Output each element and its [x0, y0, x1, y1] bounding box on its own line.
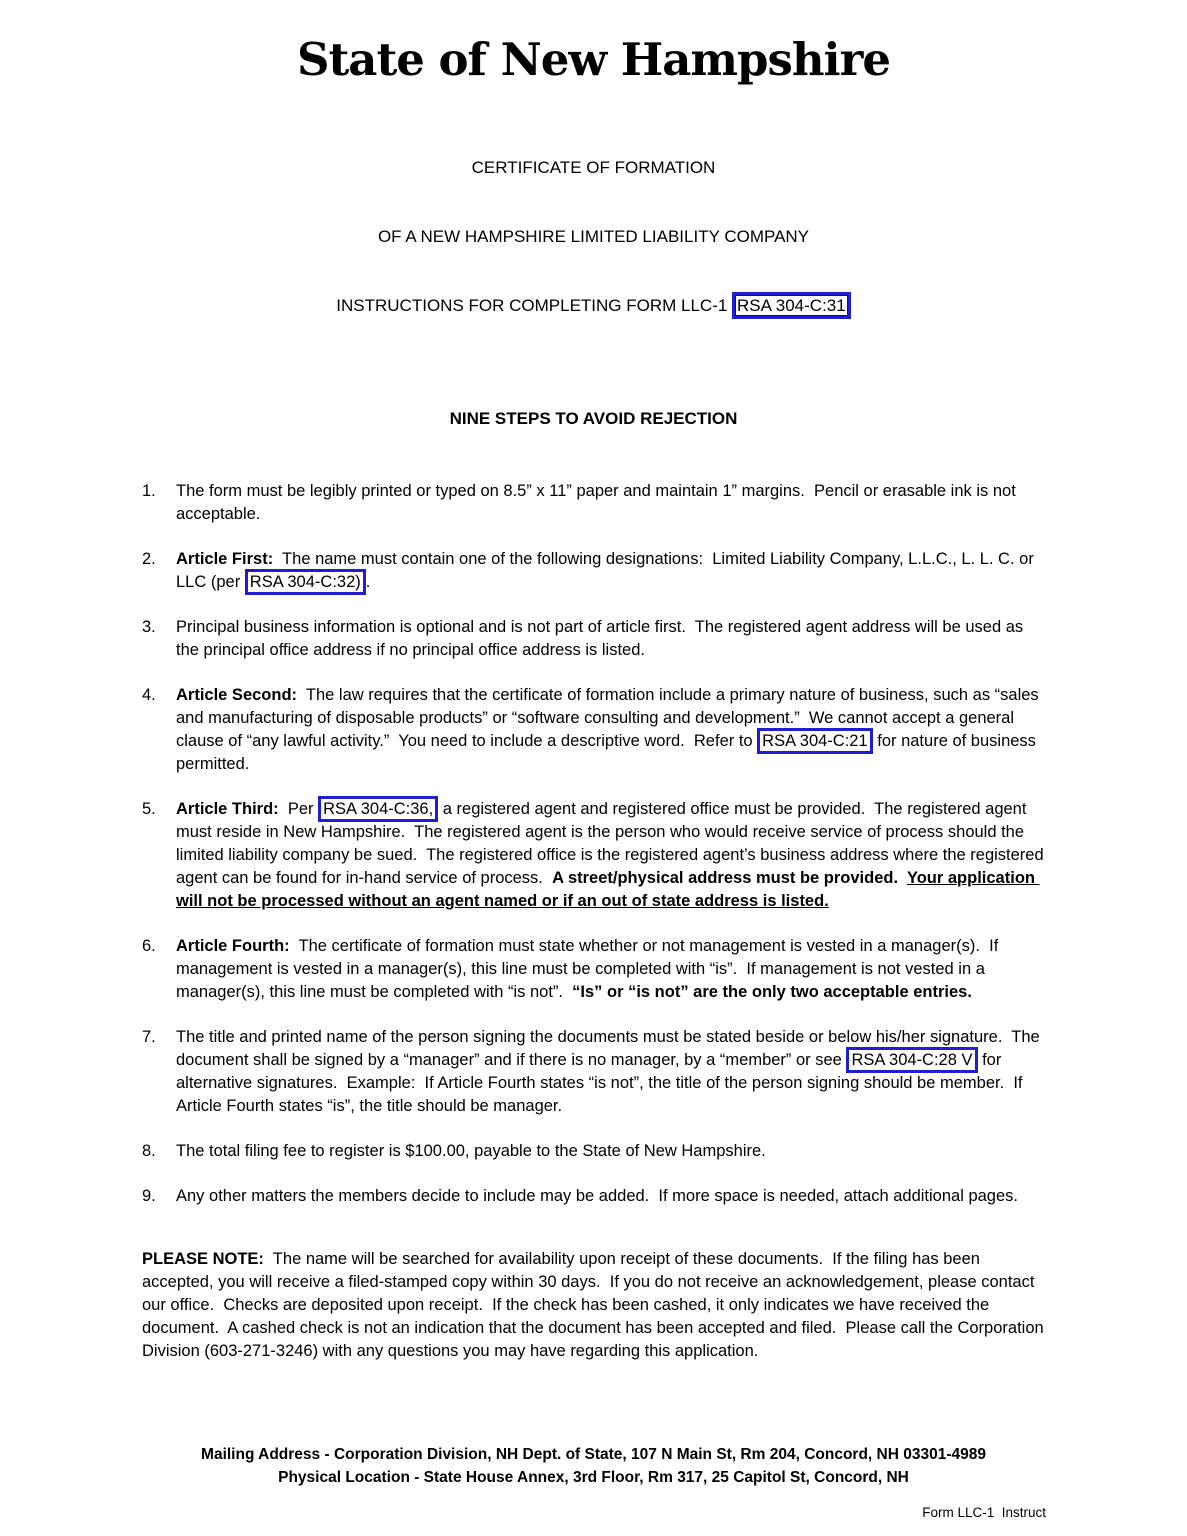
rsa-link[interactable]: RSA 304-C:32): [245, 569, 366, 595]
subtitle-line-1: CERTIFICATE OF FORMATION: [471, 158, 716, 177]
text-segment: .: [365, 573, 371, 591]
list-item: [142, 684, 1046, 776]
steps-list: [142, 480, 1049, 1208]
text-segment: for alternative signatures. Example: If Article Fourth states “is not”, the title of the person signing should be member. If Article Fourth states “is”, the title should be manager.: [176, 1051, 1027, 1115]
subtitle-line-2: OF A NEW HAMPSHIRE LIMITED LIABILITY COMPANY: [377, 227, 810, 246]
document-subtitle: [0, 110, 1187, 363]
step-text: [176, 798, 1049, 913]
form-id-label: Form LLC-1 Instruct: [922, 1505, 1046, 1520]
text-segment: The form must be legibly printed or typed on 8.5” x 11” paper and maintain 1” margins. Pencil or erasable ink is not acceptable.: [176, 482, 1021, 523]
step-number: 2.: [142, 550, 156, 568]
text-segment: The total filing fee to register is $100.00, payable to the State of New Hampshire.: [176, 1142, 766, 1160]
text-segment: The title and printed name of the person signing the documents must be stated beside or below his/her signature. The document shall be signed by a “manager” and if there is no manager, by a “member” or see: [176, 1028, 1045, 1069]
step-text: [176, 480, 1046, 526]
step-number: 7.: [142, 1028, 156, 1046]
step-text: [176, 935, 1046, 1004]
rsa-link[interactable]: RSA 304-C:21: [757, 728, 872, 754]
text-segment: Your application will not be processed without an agent named or if an out of state address is listed.: [176, 869, 1040, 910]
text-segment: The name will be searched for availability upon receipt of these documents. If the filing has been accepted, you will receive a filed-stamped copy within 30 days. If you do not receive an acknowledgement, please contact our office. Checks are deposited upon receipt. If the check has been cashed, it only indicates we have received the document. A cashed check is not an indication that the document has been accepted and filed. Please call the Corporation Division (603-271-3246) with any questions you may have regarding this application.: [142, 1250, 1049, 1360]
text-segment: Article First:: [176, 550, 274, 568]
step-text: [176, 1185, 1046, 1208]
step-text: [176, 684, 1046, 776]
step-text: [176, 616, 1046, 662]
subtitle-line-3: [0, 294, 1187, 317]
text-segment: The name must contain one of the following designations: Limited Liability Company, L.L.C., L. L. C. or LLC (per: [176, 550, 1039, 591]
list-item: [142, 798, 1049, 913]
step-number: 6.: [142, 937, 156, 955]
text-segment: Principal business information is optional and is not part of article first. The registered agent address will be used as the principal office address if no principal office address is listed.: [176, 618, 1028, 659]
text-segment: a registered agent and registered office must be provided. The registered agent must reside in New Hampshire. The registered agent is the person who would receive service of process should the limited liability company be sued. The registered office is the registered agent’s business address where the registered agent can be found for in-hand service of process.: [176, 800, 1049, 887]
step-text: [176, 1140, 1046, 1163]
text-segment: The law requires that the certificate of formation include a primary nature of business, such as “sales and manufacturing of disposable products” or “software consulting and development.” We cannot accept a general clause of “any lawful activity.” You need to include a descriptive word. Refer to: [176, 686, 1044, 750]
list-item: [142, 616, 1046, 662]
step-text: [176, 548, 1046, 594]
text-segment: Article Third:: [176, 800, 279, 818]
text-segment: The certificate of formation must state whether or not management is vested in a manager(s). If management is vested in a manager(s), this line must be completed with “is”. If management is not vested in a manager(s), this line must be completed with “is not”.: [176, 937, 1003, 1001]
text-segment: for nature of business permitted.: [176, 732, 1041, 773]
subtitle-line3-text: INSTRUCTIONS FOR COMPLETING FORM LLC-1: [336, 296, 733, 315]
step-number: 5.: [142, 800, 156, 818]
text-segment: PLEASE NOTE:: [142, 1250, 264, 1268]
step-number: 9.: [142, 1187, 156, 1205]
rsa-link[interactable]: RSA 304-C:31: [732, 292, 851, 319]
rsa-link[interactable]: RSA 304-C:36,: [318, 796, 438, 822]
text-segment: Per: [278, 800, 319, 818]
step-number: 3.: [142, 618, 156, 636]
text-segment: Article Fourth:: [176, 937, 290, 955]
note-paragraph: [142, 1248, 1049, 1363]
page-title: State of New Hampshire: [297, 33, 890, 86]
text-segment: “Is” or “is not” are the only two acceptable entries.: [572, 983, 972, 1001]
step-number: 8.: [142, 1142, 156, 1160]
rsa-link[interactable]: RSA 304-C:28 V: [846, 1047, 977, 1073]
text-segment: A street/physical address must be provided.: [552, 869, 907, 887]
list-item: [142, 1140, 1046, 1163]
footer: [0, 1443, 1187, 1489]
text-segment: Article Second:: [176, 686, 298, 704]
step-text: [176, 1026, 1046, 1118]
list-item: [142, 548, 1046, 594]
step-number: 4.: [142, 686, 156, 704]
footer-mailing-address: Mailing Address - Corporation Division, NH Dept. of State, 107 N Main St, Rm 204, Concord, NH 03301-4989: [201, 1446, 986, 1463]
list-item: [142, 935, 1046, 1004]
footer-physical-location: Physical Location - State House Annex, 3rd Floor, Rm 317, 25 Capitol St, Concord, NH: [278, 1469, 909, 1486]
step-number: 1.: [142, 482, 156, 500]
section-heading: NINE STEPS TO AVOID REJECTION: [449, 409, 738, 428]
list-item: [142, 480, 1046, 526]
text-segment: Any other matters the members decide to include may be added. If more space is needed, attach additional pages.: [176, 1187, 1018, 1205]
list-item: [142, 1185, 1046, 1208]
list-item: [142, 1026, 1046, 1118]
